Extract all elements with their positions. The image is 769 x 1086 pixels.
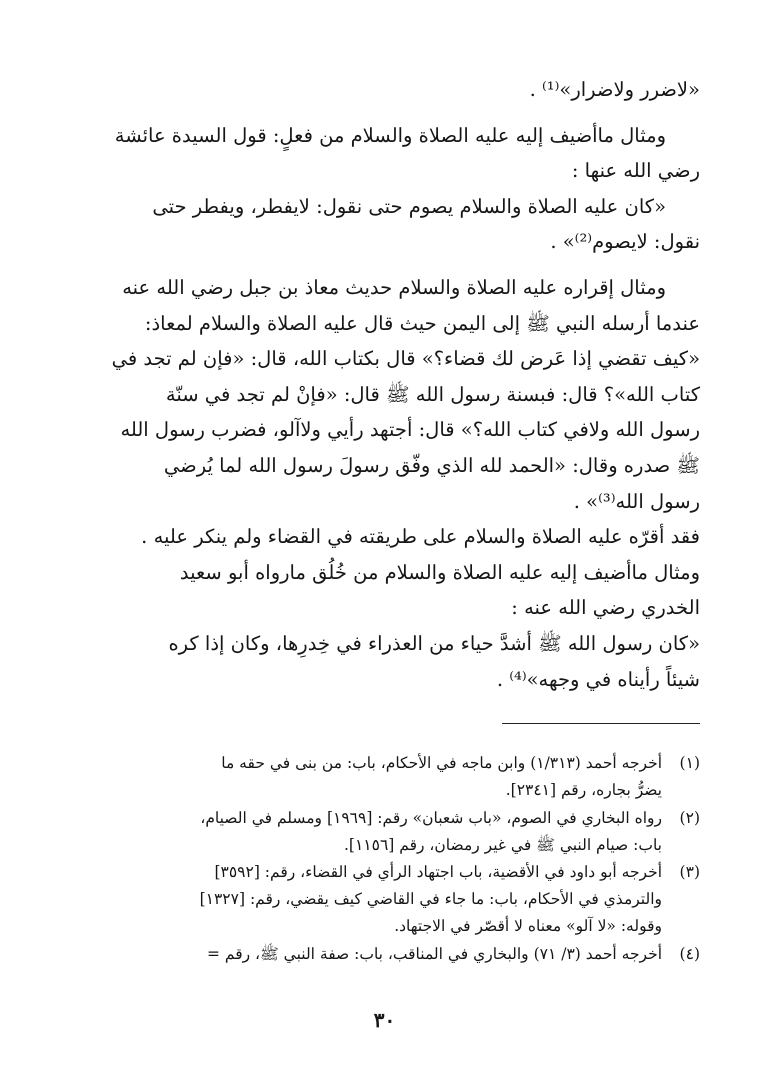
paragraph-1 <box>88 72 700 108</box>
footnote-number: (٢) <box>679 808 700 827</box>
footnote-text <box>88 859 662 941</box>
text-line: باب: صيام النبي ﷺ في غير رمضان، رقم [١١٥٦]. <box>343 835 662 854</box>
footnote-3 <box>88 859 700 941</box>
text-line: يضرُّ بجاره، رقم [٢٣٤١]. <box>505 781 662 800</box>
footnote-separator <box>502 723 700 724</box>
paragraph-2 <box>88 118 700 189</box>
text-line: رضي الله عنها : <box>571 159 700 183</box>
footnote-number: (٤) <box>679 944 700 963</box>
footnote-2 <box>88 805 700 859</box>
text-line: أخرجه أحمد (١/٣١٣) وابن ماجه في الأحكام، باب: من بنى في حقه ما <box>221 754 662 773</box>
footnote-4 <box>88 941 700 968</box>
paragraph-6 <box>88 555 700 626</box>
footnote-1 <box>88 750 700 804</box>
text-line: وقوله: «لا آلو» معناه لا أقصّر في الاجتهاد. <box>394 917 662 936</box>
text-line: «لاضرر ولاضرار»⁽¹⁾ . <box>529 78 700 101</box>
paragraph-4 <box>88 270 700 519</box>
text-line: والترمذي في الأحكام، باب: ما جاء في القاضي كيف يقضي، رقم: [١٣٢٧] <box>199 890 662 909</box>
page-content <box>88 72 700 968</box>
footnote-number: (٣) <box>679 862 700 881</box>
text-line: عندما أرسله النبي ﷺ إلى اليمن حيث قال عليه الصلاة والسلام لمعاذ: <box>144 311 700 335</box>
footnotes <box>88 750 700 968</box>
text-line: شيئاً رأيناه في وجهه»⁽⁴⁾ . <box>496 667 700 691</box>
text-line: ومثال إقراره عليه الصلاة والسلام حديث معاذ بن جبل رضي الله عنه <box>122 275 666 299</box>
footnote-number: (١) <box>679 754 700 773</box>
main-text <box>88 72 700 697</box>
text-line: رسول الله ولافي كتاب الله؟» قال: أجتهد رأيي ولاآلو، فضرب رسول الله <box>120 418 700 442</box>
paragraph-3-quote <box>88 189 700 260</box>
footnote-text <box>88 941 662 968</box>
text-line: ومثال ماأضيف إليه عليه الصلاة والسلام من خُلُق مارواه أبو سعيد <box>179 560 700 584</box>
footnote-text <box>88 805 662 859</box>
text-line: الخدري رضي الله عنه : <box>511 596 700 620</box>
paragraph-5 <box>88 519 700 555</box>
text-line: ﷺ صدره وقال: «الحمد لله الذي وفّق رسولَ رسول الله لما يُرضي <box>163 453 700 477</box>
text-line: نقول: لايصوم⁽²⁾» . <box>550 230 700 254</box>
page-number: ٣٠ <box>373 1008 396 1032</box>
footnote-text <box>88 750 662 804</box>
text-line: رواه البخاري في الصوم، «باب شعبان» رقم: [١٩٦٩] ومسلم في الصيام، <box>200 808 662 827</box>
text-line: أخرجه أبو داود في الأقضية، باب اجتهاد الرأي في القضاء، رقم: [٣٥٩٢] <box>214 862 662 881</box>
text-line: ومثال ماأضيف إليه عليه الصلاة والسلام من فعلٍ: قول السيدة عائشة <box>114 123 666 147</box>
text-line: رسول الله⁽³⁾» . <box>573 489 700 513</box>
text-line: فقد أقرّه عليه الصلاة والسلام على طريقته في القضاء ولم ينكر عليه . <box>141 525 700 549</box>
text-line: كتاب الله»؟ قال: فبسنة رسول الله ﷺ قال: «فإنْ لم تجد في سنّة <box>165 382 700 406</box>
text-line: أخرجه أحمد (٣/ ٧١) والبخاري في المناقب، باب: صفة النبي ﷺ، رقم = <box>206 944 662 963</box>
text-line: «كيف تقضي إذا عَرض لك قضاء؟» قال بكتاب الله، قال: «فإن لم تجد في <box>111 347 700 371</box>
text-line: «كان رسول الله ﷺ أشدَّ حياء من العذراء في خِدرِها، وكان إذا كره <box>168 631 700 655</box>
text-line: «كان عليه الصلاة والسلام يصوم حتى نقول: لايفطر، ويفطر حتى <box>152 194 666 218</box>
paragraph-7-quote <box>88 626 700 697</box>
